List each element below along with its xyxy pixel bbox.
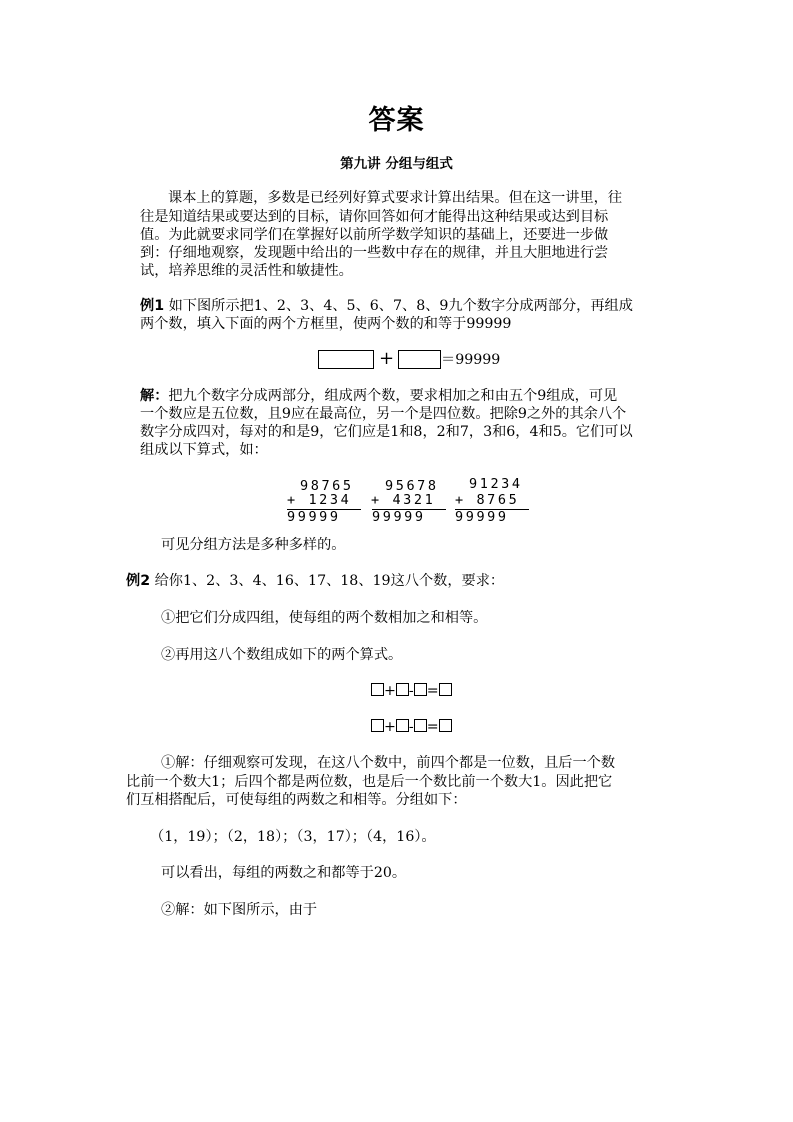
box-formula-2 (371, 719, 452, 735)
formula2-op-equals: = (426, 719, 439, 735)
equals-99999: ＝99999 (441, 352, 501, 368)
solution2-line-2: 比前一个数大1；后四个都是两位数，也是后一个数比前一个数大1。因此把它 (126, 774, 613, 790)
page-title: 答案 (368, 105, 425, 136)
sum1-top: 98765 (300, 478, 354, 494)
formula1-op-equals: = (426, 683, 439, 699)
solution2-part2: ②解：如下图所示，由于 (161, 902, 318, 918)
sum3-result: 99999 (455, 509, 509, 525)
formula2-box-b[interactable] (396, 719, 409, 732)
box-formula-1 (371, 683, 452, 699)
formula1-box-a[interactable] (371, 683, 384, 696)
lecture-subtitle: 第九讲 分组与组式 (340, 156, 453, 172)
solution2-line-3: 们互相搭配后，可使每组的两数之和相等。分组如下： (126, 792, 467, 808)
sum1-addend: + 1234 (287, 492, 352, 508)
solution1-line-1 (140, 388, 617, 404)
solution1-label: 解： (140, 388, 169, 404)
sum3-top: 91234 (469, 476, 523, 492)
sum2-top: 95678 (385, 478, 439, 494)
solution1-conclusion: 可见分组方法是多种多样的。 (161, 537, 346, 553)
sum1-result: 99999 (287, 509, 341, 525)
solution1-line-4: 组成以下算式，如： (140, 442, 268, 458)
intro-line-5: 试，培养思维的灵活性和敏捷性。 (140, 263, 353, 279)
example2-text: 给你1、2、3、4、16、17、18、19这八个数，要求： (150, 573, 505, 589)
formula1-box-d[interactable] (439, 683, 452, 696)
intro-line-2: 往是知道结果或要达到的目标，请你回答如何才能得出这种结果或达到目标 (140, 209, 609, 225)
formula2-box-a[interactable] (371, 719, 384, 732)
example1-text-1: 如下图所示把1、2、3、4、5、6、7、8、9九个数字分成两部分，再组成 (164, 298, 633, 314)
formula2-op-plus: + (384, 719, 396, 735)
solution1-text-1: 把九个数字分成两部分，组成两个数，要求相加之和由五个9组成，可见 (168, 388, 618, 404)
formula2-box-d[interactable] (439, 719, 452, 732)
example1-line-1 (140, 298, 633, 314)
sum2-result: 99999 (372, 509, 426, 525)
intro-line-3: 值。为此就要求同学们在掌握好以前所学数学知识的基础上，还要进一步做 (140, 227, 609, 243)
formula2-box-c[interactable] (414, 719, 427, 732)
formula1-op-minus: - (408, 683, 414, 699)
solution1-line-3: 数字分成四对，每对的和是9，它们应是1和8，2和7，3和6，4和5。它们可以 (140, 424, 633, 440)
example2-requirement-2: ②再用这八个数组成如下的两个算式。 (161, 647, 403, 663)
answer-box-1[interactable] (318, 350, 374, 369)
formula2-op-minus: - (408, 719, 414, 735)
solution2-note: 可以看出，每组的两数之和都等于20。 (161, 865, 407, 881)
solution2-line-1: ①解：仔细观察可发现，在这八个数中，前四个都是一位数，且后一个数 (161, 755, 616, 771)
solution2-groups: （1，19）；（2，18）；（3，17）；（4，16）。 (150, 829, 436, 845)
plus-sign: + (379, 348, 395, 369)
sum2-addend: + 4321 (371, 492, 436, 508)
sum3-addend: + 8765 (455, 492, 520, 508)
answer-box-2[interactable] (398, 350, 441, 369)
intro-line-1: 课本上的算题，多数是已经列好算式要求计算出结果。但在这一讲里，往 (168, 190, 623, 206)
intro-line-4: 到：仔细地观察，发现题中给出的一些数中存在的规律，并且大胆地进行尝 (140, 245, 609, 261)
example2-intro (126, 573, 504, 589)
formula1-box-b[interactable] (396, 683, 409, 696)
example2-label: 例2 (126, 573, 151, 589)
example1-label: 例1 (140, 298, 165, 314)
solution1-line-2: 一个数应是五位数，且9应在最高位，另一个是四位数。把除9之外的其余八个 (140, 406, 627, 422)
formula1-box-c[interactable] (414, 683, 427, 696)
example2-requirement-1: ①把它们分成四组，使每组的两个数相加之和相等。 (161, 610, 488, 626)
formula1-op-plus: + (384, 683, 396, 699)
example1-line-2: 两个数，填入下面的两个方框里，使两个数的和等于99999 (140, 316, 512, 332)
